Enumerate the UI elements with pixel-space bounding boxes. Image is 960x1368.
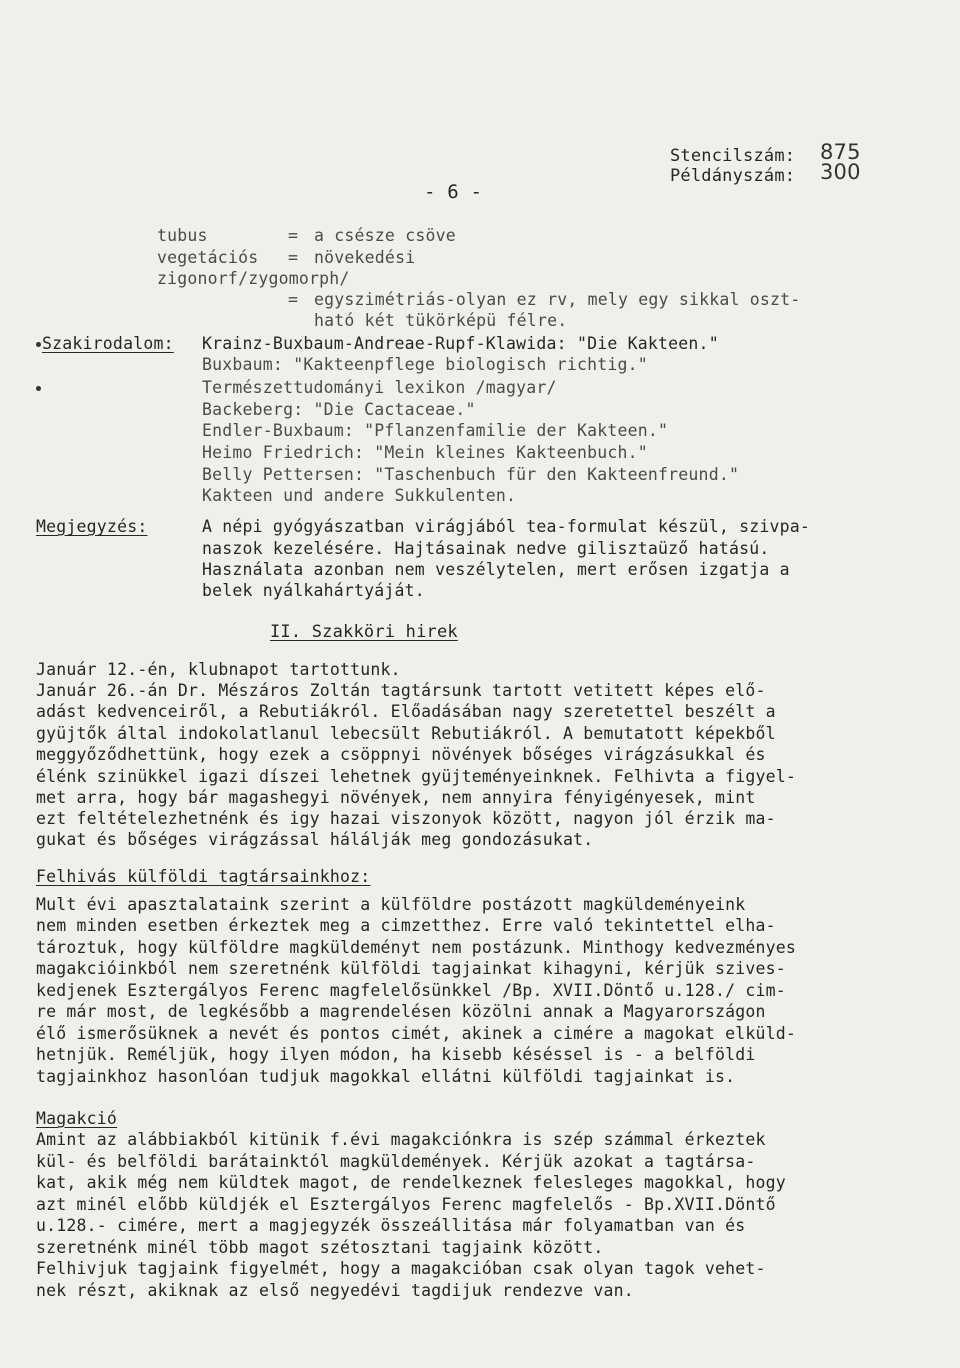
literature-label: Szakirodalom: [42, 334, 174, 353]
paragraph-line: Felhivjuk tagjaink figyelmét, hogy a magakcióban csak olyan tagok vehet- [36, 1259, 766, 1278]
paragraph-line: met arra, hogy bár magashegyi növények, nem annyira fényigényesek, mint [36, 788, 756, 807]
literature-item: Backeberg: "Die Cactaceae." [202, 400, 476, 419]
paragraph-line: élő ismerősüknek a nevét és pontos cimét, akinek a cimére a magokat elküld- [36, 1024, 797, 1043]
paragraph-line: u.128.- cimére, mert a magjegyzék összeállitása már folyamatban van és [36, 1216, 746, 1235]
paragraph-line: kat, akik még nem küldtek magot, de rendelkeznek felesleges magokkal, hogy [36, 1173, 786, 1192]
paragraph-line: Mult évi apasztalataink szerint a külföldre postázott magküldeményeink [36, 895, 746, 914]
glossary-def: a csésze csöve [314, 226, 456, 245]
paragraph-line: Január 12.-én, klubnapot tartottunk. [36, 660, 401, 679]
bullet-mark [36, 342, 41, 347]
glossary-sep: = [288, 226, 299, 245]
copies-label: Példányszám: [670, 166, 796, 186]
paragraph-line: kedjenek Esztergályos Ferenc magfelelősünkkel /Bp. XVII.Döntő u.128./ cim- [36, 981, 786, 1000]
paragraph-line: re már most, de legkésőbb a magrendelésen közölni annak a Magyarországon [36, 1002, 766, 1021]
paragraph-line: magakcióinkból nem szeretnénk külföldi tagjainkat kihagyni, kérjük szives- [36, 959, 786, 978]
glossary-term: zigonorf/zygomorph/ [157, 269, 350, 288]
section-title: Magakció [36, 1109, 118, 1128]
paragraph-line: adást kedvenceiről, a Rebutiákról. Előadásában nagy szeretettel beszélt a [36, 702, 776, 721]
paragraph-line: ezt feltételezhetnénk és igy hazai viszonyok között, nagyon jól érzik ma- [36, 809, 776, 828]
note-line: belek nyálkahártyáját. [202, 581, 425, 600]
glossary-term: vegetációs [157, 248, 259, 267]
stencil-number-value: 875 [820, 140, 861, 164]
page-number: - 6 - [424, 181, 483, 203]
paragraph-line: Január 26.-án Dr. Mészáros Zoltán tagtársunk tartott vetitett képes elő- [36, 681, 766, 700]
glossary-term: tubus [157, 226, 208, 245]
note-line: Használata azonban nem veszélytelen, mert erősen izgatja a [202, 560, 790, 579]
section-title: II. Szakköri hirek [270, 622, 458, 642]
literature-item: Természettudományi lexikon /magyar/ [202, 378, 557, 397]
paragraph-line: nem minden esetben érkeztek meg a cimzetthez. Erre való tekintettel elha- [36, 916, 776, 935]
bullet-mark [36, 386, 41, 391]
paragraph-line: gukat és bőséges virágzással hálálják meg gondozásukat. [36, 830, 594, 849]
paragraph-line: Amint az alábbiakból kitünik f.évi magakciónkra is szép számmal érkeztek [36, 1130, 766, 1149]
paragraph-line: hetnjük. Reméljük, hogy ilyen módon, ha kisebb késéssel is - a belföldi [36, 1045, 756, 1064]
paragraph-line: tároztuk, hogy külföldre magküldeményt nem postázunk. Minthogy kedvezményes [36, 938, 797, 957]
paragraph-line: tagjainkhoz hasonlóan tudjuk magokkal ellátni külföldi tagjainkat is. [36, 1067, 736, 1086]
paragraph-line: kül- és belföldi barátainktól magküldemények. Kérjük azokat a tagtársa- [36, 1152, 756, 1171]
glossary-def: növekedési [314, 248, 416, 267]
literature-item: Buxbaum: "Kakteenpflege biologisch richtig." [202, 355, 648, 374]
literature-item: Belly Pettersen: "Taschenbuch für den Kakteenfreund." [202, 465, 740, 484]
stencil-number-label: Stencilszám: [670, 146, 796, 166]
paragraph-line: meggyőződhettünk, hogy ezek a csöppnyi növények bőséges virágzásukkal és [36, 745, 766, 764]
glossary-sep: = [288, 290, 299, 309]
paragraph-line: gyüjtők által indokolatlanul lebecsült Rebutiákról. A bemutatott képekből [36, 724, 776, 743]
literature-item: Krainz-Buxbaum-Andreae-Rupf-Klawida: "Die Kakteen." [202, 334, 719, 353]
glossary-def: egyszimétriás-olyan ez rv, mely egy sikkal oszt- [314, 290, 801, 309]
section-title: Felhivás külföldi tagtársainkhoz: [36, 867, 371, 886]
note-label: Megjegyzés: [36, 517, 148, 536]
glossary-sep: = [288, 248, 299, 267]
literature-item: Endler-Buxbaum: "Pflanzenfamilie der Kakteen." [202, 421, 669, 440]
paragraph-line: szeretnénk minél több magot szétosztani tagjaink között. [36, 1238, 604, 1257]
glossary-def: ható két tükörképü félre. [314, 311, 568, 330]
paragraph-line: élénk szinükkel igazi díszei lehetnek gyüjteményeinknek. Felhivta a figyel- [36, 767, 797, 786]
literature-item: Heimo Friedrich: "Mein kleines Kakteenbuch." [202, 443, 648, 462]
literature-item: Kakteen und andere Sukkulenten. [202, 486, 517, 505]
copies-value: 300 [820, 160, 861, 184]
note-line: A népi gyógyászatban virágjából tea-formulat készül, szivpa- [202, 517, 811, 536]
paragraph-line: nek részt, akiknak az első negyedévi tagdijuk rendezve van. [36, 1281, 634, 1300]
note-line: naszok kezelésére. Hajtásainak nedve gilisztaüző hatású. [202, 539, 770, 558]
paragraph-line: azt minél előbb küldjék el Esztergályos Ferenc magfelelős - Bp.XVII.Döntő [36, 1195, 776, 1214]
